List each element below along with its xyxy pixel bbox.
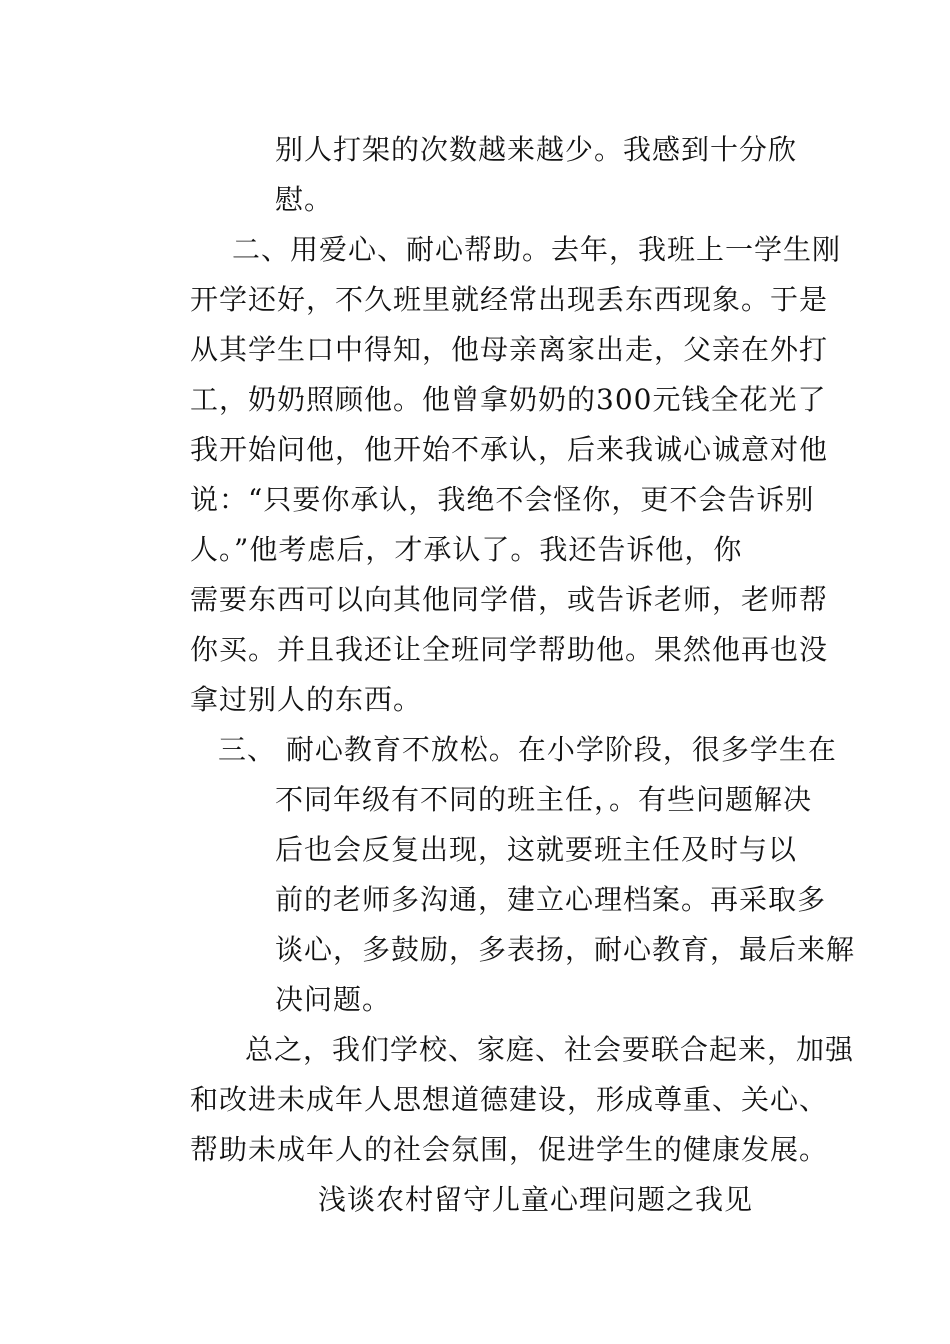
paragraph-line: 总之，我们学校、家庭、社会要联合起来，加强 [245,1033,855,1066]
paragraph-line: 从其学生口中得知，他母亲离家出走，父亲在外打 [190,333,829,366]
paragraph-line: 别人打架的次数越来越少。我感到十分欣 [275,133,798,166]
paragraph-line: 工，奶奶照顾他。他曾拿奶奶的300元钱全花光了 [190,383,827,416]
paragraph-line: 你买。并且我还让全班同学帮助他。果然他再也没 [190,633,829,666]
paragraph-line: 决问题。 [275,983,392,1016]
paragraph-line: 三、 耐心教育不放松。在小学阶段，很多学生在 [218,733,837,766]
paragraph-line: 不同年级有不同的班主任，。有些问题解决 [275,783,813,816]
paragraph-line: 后也会反复出现，这就要班主任及时与以 [275,833,798,866]
paragraph-line: 前的老师多沟通，建立心理档案。再采取多 [275,883,827,916]
paragraph-line: 谈心，多鼓励，多表扬，耐心教育，最后来解 [275,933,856,966]
paragraph-line: 帮助未成年人的社会氛围，促进学生的健康发展。 [190,1133,829,1166]
paragraph-line: 慰。 [275,183,334,216]
paragraph-line: 二、用爱心、耐心帮助。去年，我班上一学生刚 [232,233,842,266]
paragraph-line: 人。”他考虑后，才承认了。我还告诉他，你 [190,533,743,566]
paragraph-line: 拿过别人的东西。 [190,683,423,716]
paragraph-line: 开学还好，不久班里就经常出现丢东西现象。于是 [190,283,829,316]
paragraph-line: 我开始问他，他开始不承认，后来我诚心诚意对他 [190,433,829,466]
next-article-title: 浅谈农村留守儿童心理问题之我见 [318,1183,754,1216]
paragraph-line: 需要东西可以向其他同学借，或告诉老师，老师帮 [190,583,829,616]
paragraph-line: 说：“只要你承认，我绝不会怪你，更不会告诉别 [190,483,815,516]
paragraph-line: 和改进未成年人思想道德建设，形成尊重、关心、 [190,1083,829,1116]
